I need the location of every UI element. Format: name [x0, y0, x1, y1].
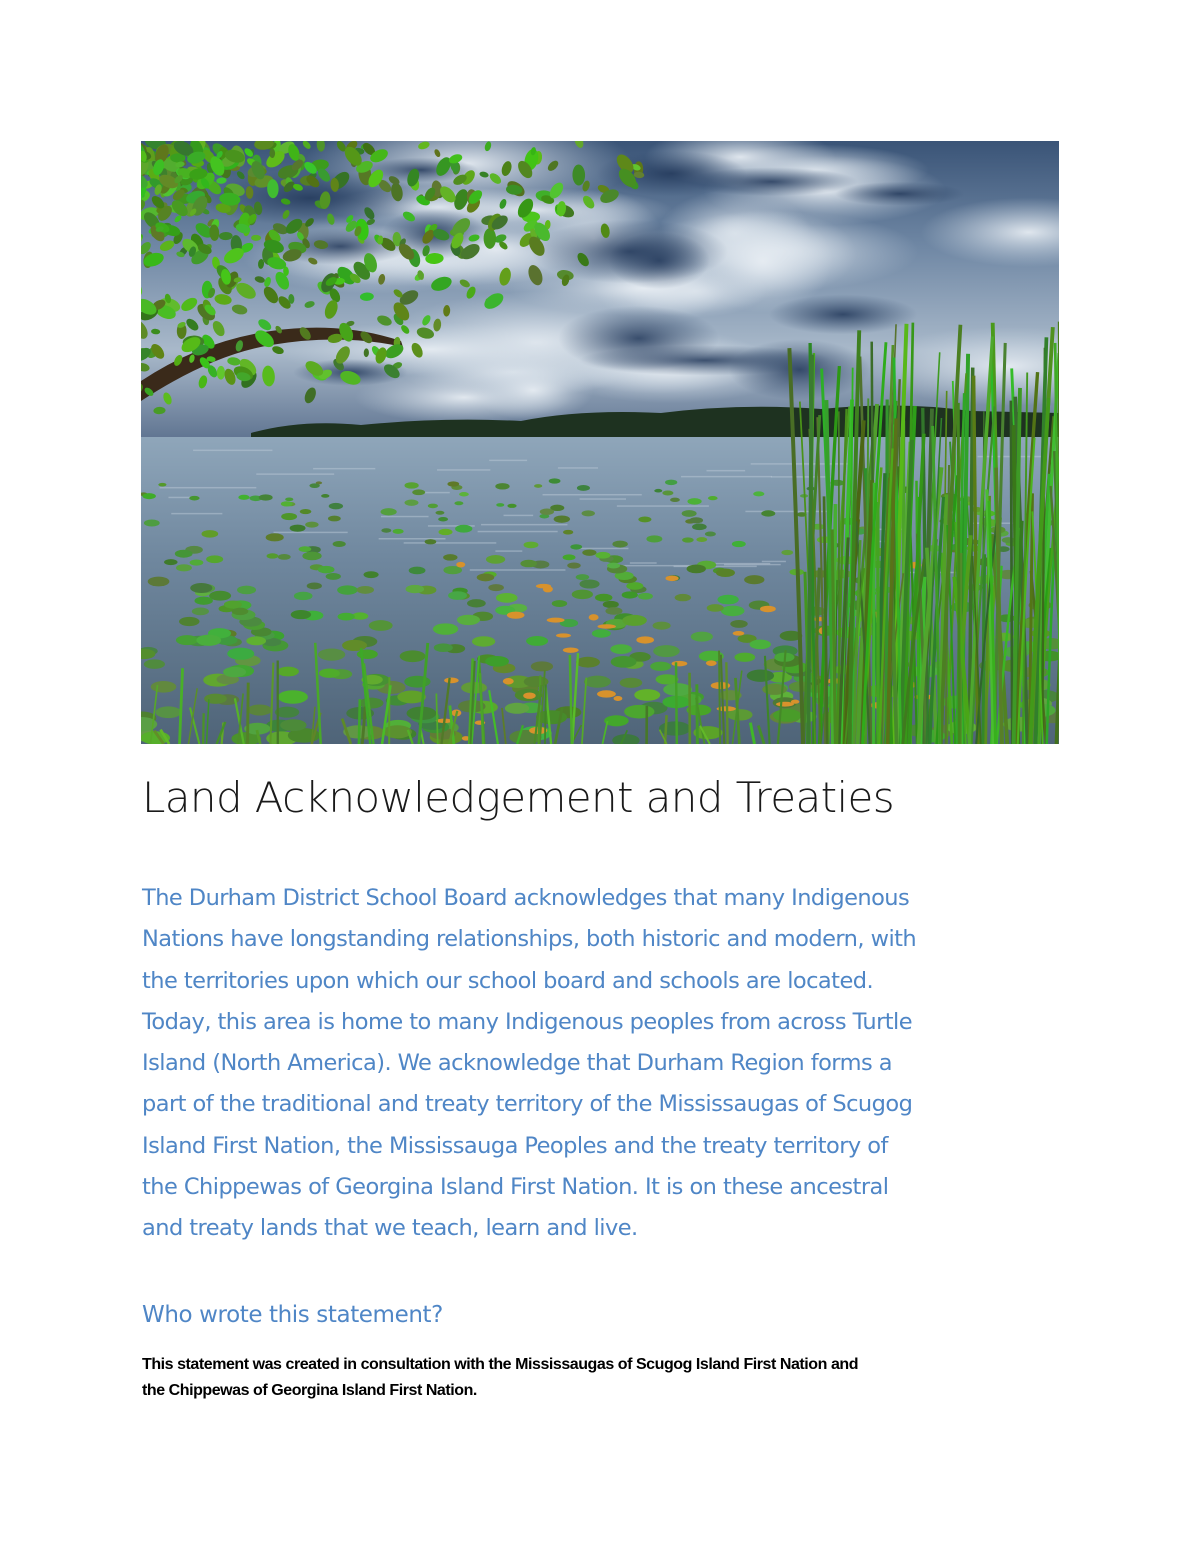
lily-pad [717, 595, 738, 605]
lily-pad [579, 579, 599, 588]
lake-landscape-image [141, 141, 1059, 744]
lily-pad [540, 509, 554, 515]
lily-pad [549, 478, 561, 483]
lily-pad [604, 715, 629, 726]
lily-pad [467, 599, 486, 607]
lily-pad [582, 549, 596, 555]
lily-pad [447, 481, 459, 486]
lily-flower [791, 700, 800, 704]
lily-pad [531, 661, 553, 671]
lily-pad [309, 483, 319, 488]
lily-pad [459, 492, 469, 496]
lily-flower [507, 612, 525, 619]
lily-pad [266, 533, 284, 541]
lily-pad [595, 552, 610, 559]
ripple [489, 460, 527, 462]
lily-pad [148, 577, 170, 587]
lily-pad [595, 594, 612, 602]
lily-pad [176, 635, 198, 645]
ripple [681, 476, 772, 478]
subheading: Who wrote this statement? [142, 1302, 443, 1328]
reed [719, 651, 720, 744]
lily-pad [202, 530, 219, 538]
lily-pad [488, 584, 504, 591]
lily-pad [357, 586, 375, 594]
lily-pad [206, 555, 223, 563]
lily-pad [209, 591, 231, 601]
lily-pad [682, 510, 697, 517]
lily-pad [705, 531, 716, 536]
paragraph-line: The Durham District School Board acknowledges that many Indigenous [142, 885, 910, 911]
lily-pad [638, 593, 653, 600]
lily-pad [433, 623, 458, 634]
lily-pad [381, 528, 391, 532]
lily-flower [614, 696, 623, 701]
lily-pad [196, 635, 221, 646]
lily-pad [443, 554, 457, 560]
lily-pad [689, 517, 703, 523]
lily-pad [696, 537, 707, 542]
lily-flower [547, 618, 565, 623]
lily-flower [733, 631, 745, 636]
lily-pad [404, 482, 418, 488]
ripple [580, 498, 626, 500]
ripple [379, 538, 446, 540]
lily-pad [582, 510, 595, 516]
lily-pad [144, 519, 160, 526]
ripple [771, 476, 830, 478]
lily-pad [650, 662, 671, 671]
lily-pad [534, 484, 542, 488]
statement-credit [142, 1352, 1072, 1404]
lily-pad [176, 564, 192, 571]
lily-pad [552, 600, 567, 607]
lily-pad [232, 608, 249, 615]
lily-pad [328, 516, 341, 522]
lily-pad [708, 496, 718, 500]
lily-pad [158, 483, 166, 487]
lily-pad [486, 555, 505, 564]
lily-pad [425, 539, 437, 544]
ripple [274, 532, 348, 534]
lily-pad [747, 670, 774, 682]
paragraph-line: Nations have longstanding relationships, both historic and modern, with [142, 926, 917, 953]
acknowledgement-paragraph [142, 878, 1072, 1250]
lily-pad [653, 622, 671, 630]
reed [248, 683, 249, 744]
lily-flower [589, 614, 599, 620]
lily-pad [342, 640, 367, 651]
lily-flower [597, 690, 616, 697]
lily-pad [626, 582, 643, 590]
lily-pad [357, 650, 378, 659]
lily-pad [142, 493, 155, 499]
lily-flower [543, 586, 553, 592]
lily-pad [305, 522, 318, 528]
ripple [404, 542, 497, 544]
lily-pad [730, 620, 747, 628]
lily-pad [318, 566, 335, 573]
lily-pad [307, 582, 322, 589]
lily-pad [773, 709, 801, 722]
lily-pad [682, 537, 694, 542]
lily-pad [204, 694, 227, 704]
lily-pad [750, 640, 771, 650]
lily-pad [281, 513, 297, 520]
dark-cloud [685, 167, 858, 196]
lily-pad [404, 676, 430, 688]
lily-pad [675, 594, 691, 601]
lily-pad [638, 516, 651, 522]
credit-line: the Chippewas of Georgina Island First Nation. [142, 1382, 477, 1399]
lily-pad [294, 592, 313, 600]
lily-flower [665, 576, 678, 582]
ripple [504, 515, 534, 517]
lily-pad [691, 632, 713, 642]
lily-pad [455, 525, 472, 533]
lily-pad [439, 529, 453, 535]
lily-pad [363, 571, 378, 578]
lily-pad [659, 721, 691, 735]
lily-pad [707, 604, 724, 612]
ripple [470, 569, 566, 571]
lily-pad [404, 500, 418, 506]
dark-cloud [558, 306, 719, 371]
lily-flower [636, 636, 654, 643]
lily-pad [369, 620, 393, 631]
lily-flower [760, 606, 776, 613]
lily-pad [290, 525, 306, 532]
lily-pad [1002, 537, 1015, 543]
credit-line: This statement was created in consultation with the Mississaugas of Scugog Island First Nation and [142, 1356, 859, 1373]
lily-pad [329, 503, 343, 509]
lily-flower [503, 678, 514, 684]
lily-flower [456, 562, 465, 568]
lily-pad [227, 648, 254, 660]
lily-pad [577, 485, 590, 491]
ripple [558, 467, 598, 469]
lily-pad [495, 483, 509, 489]
lily-pad [576, 574, 589, 580]
lily-pad [563, 554, 576, 560]
ripple [437, 469, 490, 471]
ripple [617, 505, 709, 507]
ripple [171, 513, 222, 515]
paragraph-line: the Chippewas of Georgina Island First Nation. It is on these ancestral [142, 1174, 889, 1201]
lily-pad [485, 656, 509, 667]
lily-pad [175, 550, 193, 558]
lily-pad [592, 629, 611, 638]
reed [676, 662, 677, 744]
lily-pad [610, 644, 632, 654]
leaf [251, 235, 261, 241]
reed [203, 713, 204, 744]
lily-pad [438, 517, 448, 521]
lily-pad [267, 553, 279, 558]
paragraph-line: and treaty lands that we teach, learn and live. [142, 1215, 638, 1242]
lily-pad [409, 567, 426, 575]
lily-pad [603, 601, 619, 608]
lily-pad [237, 586, 256, 595]
leaf [484, 228, 496, 249]
lily-pad [611, 656, 637, 668]
lily-pad [520, 560, 537, 567]
lily-pad [144, 659, 165, 669]
lily-pad [281, 501, 293, 506]
lily-pad [584, 676, 611, 688]
lily-pad [435, 511, 444, 515]
lily-pad [507, 504, 516, 508]
lily-pad [393, 529, 404, 534]
lily-pad [448, 591, 467, 600]
lily-pad [333, 541, 346, 547]
lily-pad [179, 617, 200, 626]
lily-pad [380, 508, 396, 515]
lake-landscape-photo [141, 141, 1059, 744]
lily-pad [189, 496, 199, 501]
lily-pad [622, 615, 647, 626]
lily-pad [454, 501, 463, 505]
lily-flower [706, 660, 717, 666]
lily-pad [622, 591, 638, 598]
lily-pad [238, 495, 249, 500]
lily-pad [318, 648, 345, 660]
reed [1011, 401, 1012, 744]
lily-pad [151, 681, 177, 693]
lily-pad [190, 583, 212, 593]
lily-pad [434, 643, 453, 652]
lily-pad [732, 541, 746, 547]
lily-pad [291, 610, 311, 619]
lily-pad [223, 667, 246, 677]
lily-pad [567, 562, 581, 568]
lily-pad [195, 597, 213, 605]
lily-pad [607, 563, 620, 569]
lily-pad [338, 613, 355, 621]
lily-pad [428, 504, 438, 509]
lily-pad [554, 515, 570, 522]
ripple [256, 473, 334, 475]
lily-pad [646, 535, 662, 542]
lily-pad [654, 489, 662, 493]
lily-pad [605, 607, 622, 615]
paragraph-line: Island (North America). We acknowledge that Durham Region forms a [142, 1050, 892, 1077]
lily-pad [321, 494, 329, 498]
ripple [478, 531, 558, 533]
lily-pad [653, 645, 679, 657]
lily-pad [319, 669, 340, 678]
lily-pad [721, 606, 745, 617]
lily-pad [570, 544, 582, 549]
ripple [543, 494, 642, 496]
lily-pad [634, 689, 660, 701]
lily-pad [299, 546, 312, 552]
ripple [707, 470, 746, 472]
reed [697, 684, 698, 744]
paragraph-line: part of the traditional and treaty territory of the Mississaugas of Scugog [142, 1091, 913, 1118]
lily-flower [563, 648, 579, 653]
lily-pad [526, 636, 548, 646]
lily-pad [280, 719, 306, 731]
lily-pad [190, 559, 204, 565]
lily-flower [444, 677, 459, 683]
lily-pad [665, 480, 677, 486]
lily-pad [744, 575, 764, 584]
lily-pad [359, 698, 383, 709]
reed [726, 662, 727, 744]
lily-pad [761, 510, 775, 516]
lily-pad [406, 585, 424, 593]
lily-pad [277, 667, 299, 677]
lily-pad [576, 657, 600, 668]
ripple [630, 562, 657, 564]
lily-pad [400, 650, 426, 662]
lily-pad [624, 705, 654, 719]
lily-pad [192, 608, 209, 616]
reed [545, 684, 546, 744]
lily-pad [496, 503, 504, 507]
lily-pad [224, 601, 242, 609]
lily-pad [302, 552, 321, 561]
paragraph-line: the territories upon which our school board and schools are located. [142, 967, 874, 994]
lily-pad [692, 524, 707, 531]
lily-pad [326, 573, 341, 580]
lily-pad [285, 497, 293, 501]
lily-pad [247, 705, 271, 716]
lily-pad [300, 509, 312, 514]
lily-pad [716, 568, 735, 577]
reed [359, 699, 360, 744]
ripple [495, 550, 522, 552]
lily-flower [672, 661, 688, 666]
lily-pad [278, 690, 308, 704]
lily-pad [337, 585, 358, 594]
lily-pad [246, 636, 266, 645]
lily-pad [670, 498, 680, 502]
lily-pad [457, 615, 480, 625]
lily-pad [412, 489, 425, 495]
paragraph-line: Island First Nation, the Mississauga Peoples and the treaty territory of [142, 1132, 888, 1159]
lily-flower [556, 633, 571, 637]
lily-pad [155, 706, 181, 718]
lily-pad [259, 494, 273, 500]
page-title: Land Acknowledgement and Treaties [142, 773, 895, 822]
lily-pad [477, 573, 495, 581]
lily-pad [781, 550, 793, 555]
lily-pad [687, 565, 706, 574]
ripple [481, 524, 567, 526]
paragraph-line: Today, this area is home to many Indigenous peoples from across Turtle [142, 1008, 913, 1035]
lily-pad [572, 590, 593, 600]
lily-pad [278, 554, 291, 560]
lily-pad [524, 542, 539, 549]
lily-pad [687, 498, 701, 504]
ripple [381, 516, 429, 518]
dark-cloud [769, 294, 917, 334]
lily-pad [753, 491, 764, 496]
lily-pad [563, 530, 573, 535]
lily-flower [523, 692, 535, 698]
lily-flower [597, 624, 615, 628]
ripple [724, 564, 781, 566]
ripple [160, 487, 257, 489]
ripple [193, 450, 272, 452]
ripple [313, 468, 375, 470]
ripple [762, 561, 786, 563]
lily-pad [472, 636, 495, 646]
lily-pad [620, 678, 643, 688]
lily-pad [164, 559, 177, 565]
lily-pad [612, 541, 627, 548]
lily-pad [663, 683, 692, 696]
ripple [745, 511, 828, 513]
lily-pad [496, 593, 518, 603]
lily-pad [505, 703, 529, 714]
lily-pad [734, 653, 755, 662]
reed [958, 403, 959, 744]
lily-pad [662, 491, 673, 496]
